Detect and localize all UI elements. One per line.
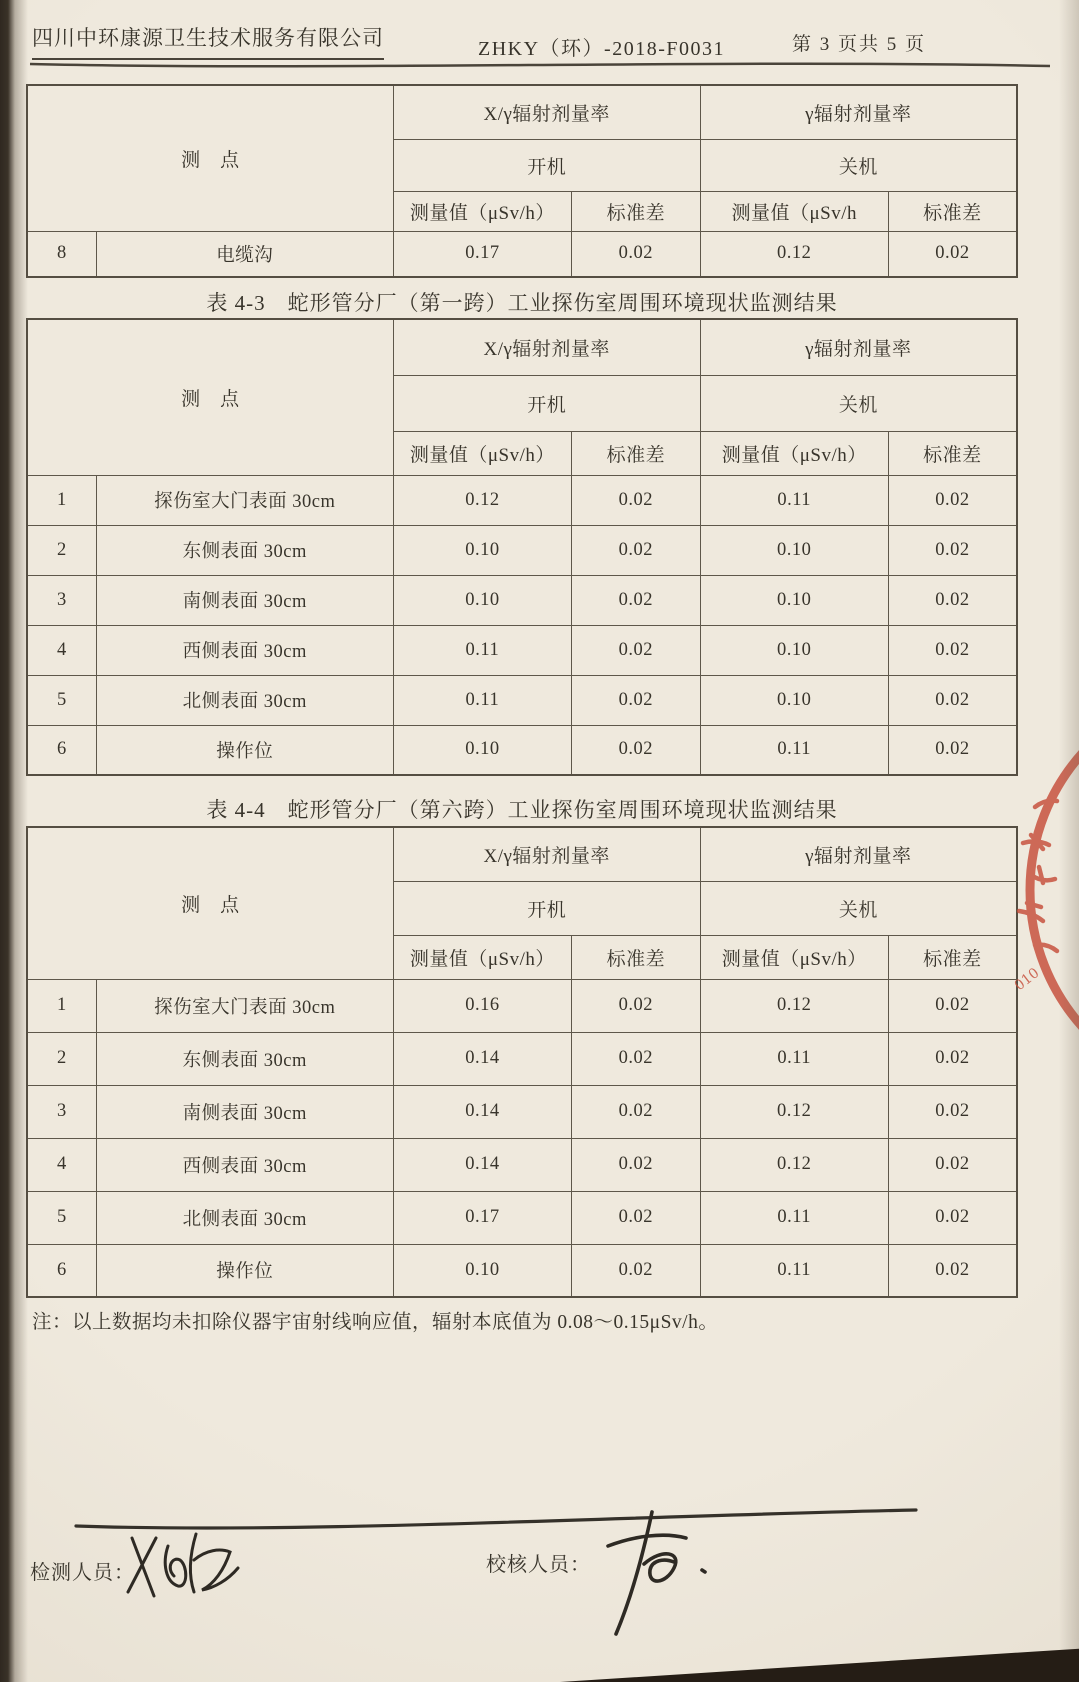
row-number-cell: 5 [27,1191,96,1244]
col-std-header: 标准差 [888,191,1017,231]
std-cell: 0.02 [571,725,700,775]
row-number-cell: 4 [27,1138,96,1191]
col-on-header: 开机 [393,375,700,431]
table-row [27,1138,1017,1191]
col-measured-header: 测量值（μSv/h） [700,431,888,475]
table-4-3-caption: 表 4-3 蛇形管分厂（第一跨）工业探伤室周围环境现状监测结果 [206,291,838,315]
std-cell: 0.02 [571,575,700,625]
value-cell: 0.14 [393,1138,571,1191]
point-cell: 电缆沟 [96,231,393,277]
value-cell: 0.11 [393,625,571,675]
std-cell: 0.02 [571,1085,700,1138]
table-row [27,1032,1017,1085]
table-row [27,675,1017,725]
value-cell: 0.11 [700,1244,888,1297]
point-cell: 南侧表面 30cm [96,575,393,625]
std-cell: 0.02 [571,675,700,725]
photo-background-corner [560,1645,1079,1682]
value-cell: 0.17 [393,231,571,277]
col-std-header: 标准差 [571,431,700,475]
std-cell: 0.02 [571,1191,700,1244]
point-cell: 东侧表面 30cm [96,525,393,575]
std-cell: 0.02 [888,1191,1017,1244]
std-cell: 0.02 [571,1032,700,1085]
value-cell: 0.12 [393,475,571,525]
table-row [27,725,1017,775]
table-4-4-caption: 表 4-4 蛇形管分厂（第六跨）工业探伤室周围环境现状监测结果 [206,798,838,822]
col-std-header: 标准差 [888,935,1017,979]
table-4-3 [26,318,1018,776]
header-rule [28,56,1052,74]
document-number: ZHKY（环）-2018-F0031 [478,38,725,60]
value-cell: 0.12 [700,1085,888,1138]
value-cell: 0.10 [700,575,888,625]
table-row [27,1191,1017,1244]
value-cell: 0.11 [700,475,888,525]
col-gamma-header: γ辐射剂量率 [700,827,1017,881]
std-cell: 0.02 [571,1244,700,1297]
col-point-header: 测 点 [27,827,393,979]
reviewer-signature [590,1506,740,1646]
std-cell: 0.02 [571,525,700,575]
col-xgamma-header: X/γ辐射剂量率 [393,827,700,881]
table-row [27,1244,1017,1297]
seal-digits: 010 [1011,965,1043,995]
table-header-row [27,319,1017,375]
row-number-cell: 1 [27,979,96,1032]
std-cell: 0.02 [888,625,1017,675]
row-number-cell: 6 [27,725,96,775]
point-cell: 西侧表面 30cm [96,625,393,675]
std-cell: 0.02 [571,625,700,675]
point-cell: 操作位 [96,725,393,775]
table-row [27,625,1017,675]
value-cell: 0.11 [700,1191,888,1244]
table-header-row [27,85,1017,139]
col-point-header: 测 点 [27,319,393,475]
col-std-header: 标准差 [571,191,700,231]
value-cell: 0.14 [393,1085,571,1138]
col-off-header: 关机 [700,881,1017,935]
std-cell: 0.02 [571,231,700,277]
monitoring-table-continued [26,84,1018,278]
value-cell: 0.11 [700,725,888,775]
col-std-header: 标准差 [571,935,700,979]
table-row [27,1085,1017,1138]
photo-edge-right [1059,0,1079,1682]
page-indicator: 第 3 页共 5 页 [792,34,927,55]
std-cell: 0.02 [888,1138,1017,1191]
std-cell: 0.02 [888,525,1017,575]
col-measured-header: 测量值（μSv/h） [393,431,571,475]
table-row [27,525,1017,575]
reviewer-label: 校核人员： [486,1554,591,1576]
point-cell: 操作位 [96,1244,393,1297]
std-cell: 0.02 [888,1085,1017,1138]
col-measured-header: 测量值（μSv/h） [700,935,888,979]
std-cell: 0.02 [888,675,1017,725]
table-row [27,475,1017,525]
row-number-cell: 1 [27,475,96,525]
point-cell: 北侧表面 30cm [96,675,393,725]
value-cell: 0.10 [393,1244,571,1297]
std-cell: 0.02 [888,231,1017,277]
row-number-cell: 3 [27,1085,96,1138]
table-row [27,575,1017,625]
row-number-cell: 2 [27,1032,96,1085]
std-cell: 0.02 [571,979,700,1032]
table-row [27,231,1017,277]
col-xgamma-header: X/γ辐射剂量率 [393,85,700,139]
company-name: 四川中环康源卫生技术服务有限公司 [32,22,384,60]
value-cell: 0.10 [700,625,888,675]
std-cell: 0.02 [888,1032,1017,1085]
value-cell: 0.10 [393,725,571,775]
value-cell: 0.10 [393,525,571,575]
value-cell: 0.10 [700,525,888,575]
row-number-cell: 2 [27,525,96,575]
value-cell: 0.12 [700,231,888,277]
point-cell: 北侧表面 30cm [96,1191,393,1244]
col-xgamma-header: X/γ辐射剂量率 [393,319,700,375]
table-header-row [27,827,1017,881]
value-cell: 0.12 [700,1138,888,1191]
col-measured-header: 测量值（μSv/h [700,191,888,231]
point-cell: 西侧表面 30cm [96,1138,393,1191]
std-cell: 0.02 [571,475,700,525]
value-cell: 0.16 [393,979,571,1032]
std-cell: 0.02 [888,575,1017,625]
row-number-cell: 5 [27,675,96,725]
point-cell: 南侧表面 30cm [96,1085,393,1138]
red-seal [935,735,1079,1055]
value-cell: 0.12 [700,979,888,1032]
table-4-4 [26,826,1018,1298]
col-gamma-header: γ辐射剂量率 [700,319,1017,375]
inspector-signature [116,1526,266,1612]
row-number-cell: 3 [27,575,96,625]
inspector-label: 检测人员： [30,1562,135,1584]
std-cell: 0.02 [888,979,1017,1032]
col-off-header: 关机 [700,375,1017,431]
col-std-header: 标准差 [888,431,1017,475]
col-off-header: 关机 [700,139,1017,191]
value-cell: 0.10 [393,575,571,625]
col-on-header: 开机 [393,881,700,935]
value-cell: 0.17 [393,1191,571,1244]
table-row [27,979,1017,1032]
value-cell: 0.11 [700,1032,888,1085]
value-cell: 0.11 [393,675,571,725]
value-cell: 0.10 [700,675,888,725]
col-measured-header: 测量值（μSv/h） [393,191,571,231]
row-number-cell: 6 [27,1244,96,1297]
row-number-cell: 8 [27,231,96,277]
footnote: 注：以上数据均未扣除仪器宇宙射线响应值，辐射本底值为 0.08～0.15μSv/h。 [32,1312,719,1333]
col-point-header: 测 点 [27,85,393,231]
std-cell: 0.02 [888,725,1017,775]
std-cell: 0.02 [571,1138,700,1191]
std-cell: 0.02 [888,1244,1017,1297]
std-cell: 0.02 [888,475,1017,525]
point-cell: 东侧表面 30cm [96,1032,393,1085]
col-gamma-header: γ辐射剂量率 [700,85,1017,139]
photo-edge-left [0,0,28,1682]
point-cell: 探伤室大门表面 30cm [96,475,393,525]
value-cell: 0.14 [393,1032,571,1085]
point-cell: 探伤室大门表面 30cm [96,979,393,1032]
col-measured-header: 测量值（μSv/h） [393,935,571,979]
row-number-cell: 4 [27,625,96,675]
col-on-header: 开机 [393,139,700,191]
